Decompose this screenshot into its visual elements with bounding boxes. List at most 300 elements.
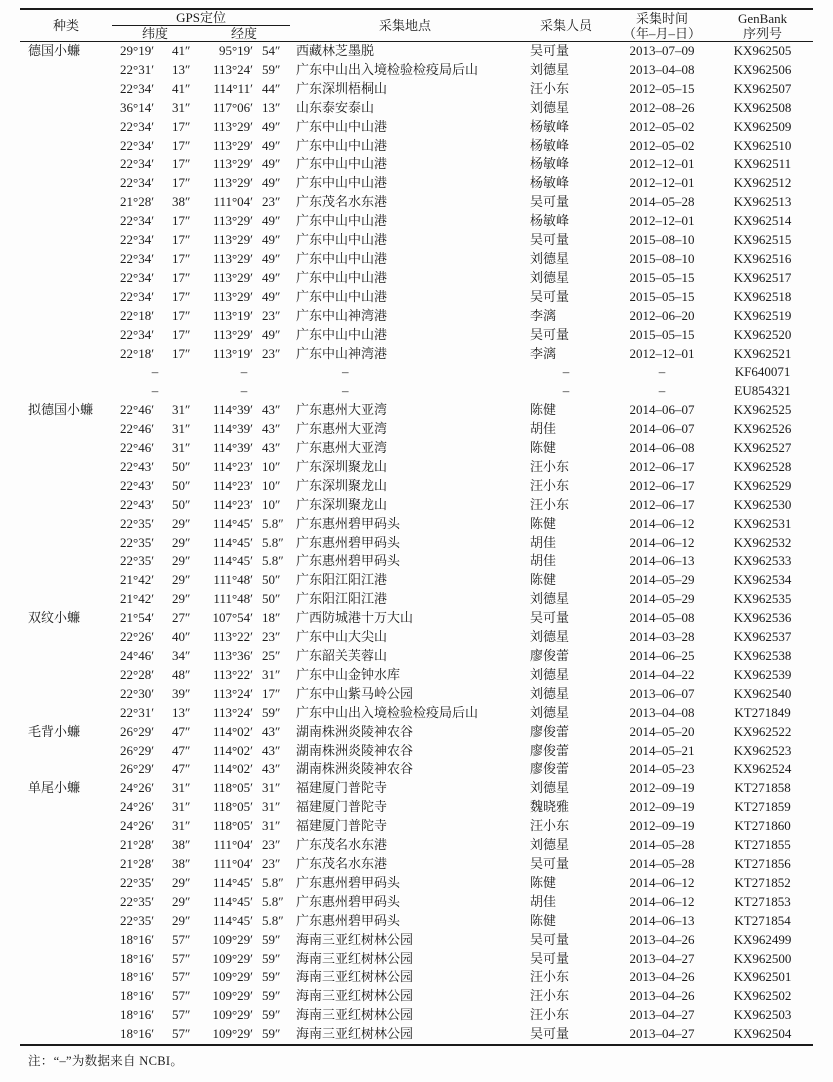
location-cell: 广东深圳聚龙山	[296, 458, 388, 474]
longitude-sec-cell: 23″	[262, 194, 281, 210]
location-cell: 广东中山中山港	[296, 156, 388, 172]
location-cell: 广东惠州大亚湾	[296, 402, 388, 418]
longitude-sec-cell: 50″	[262, 572, 281, 588]
date-cell: 2015–05–15	[629, 269, 695, 285]
longitude-degmin-cell: 113°19′	[212, 345, 253, 361]
latitude-sec-cell: 29″	[172, 553, 191, 569]
latitude-degmin-cell: 22°34′	[120, 269, 155, 285]
latitude-sec-cell: 34″	[172, 648, 191, 663]
longitude-sec-cell: 18″	[262, 610, 281, 626]
latitude-degmin-cell: 22°34′	[120, 118, 155, 134]
species-cell: 毛背小蠊	[28, 723, 81, 739]
date-cell: 2014–06–12	[629, 874, 695, 890]
location-cell: 海南三亚红树林公园	[296, 931, 414, 947]
date-cell: 2013–06–07	[629, 685, 695, 701]
longitude-degmin-cell: 111°04′	[213, 194, 253, 210]
location-cell: 广东韶关芙蓉山	[296, 648, 388, 663]
species-cell	[20, 99, 112, 118]
genbank-cell: KX962536	[733, 610, 792, 626]
latitude-sec-cell: 31″	[172, 818, 191, 834]
table-row	[20, 515, 813, 534]
collector-cell: 刘德星	[530, 666, 570, 682]
latitude-sec-cell: 17″	[172, 250, 191, 266]
species-cell	[20, 912, 112, 931]
genbank-cell: KT271854	[734, 912, 791, 928]
collector-cell: 陈健	[530, 440, 557, 456]
table-row	[20, 496, 813, 515]
genbank-cell: KX962538	[733, 648, 792, 663]
latitude-degmin-cell: 22°35′	[120, 515, 155, 531]
longitude-sec-cell: 5.8″	[262, 553, 284, 569]
collector-cell: 陈健	[530, 572, 557, 588]
collector-cell: 吴可量	[530, 288, 570, 304]
collector-cell: 刘德星	[530, 780, 570, 796]
latitude-degmin-cell: 22°43′	[120, 477, 155, 493]
latitude-sec-cell: 57″	[172, 988, 191, 1004]
latitude-sec-cell: 41″	[172, 43, 191, 58]
longitude-sec-cell: 43″	[262, 421, 281, 437]
latitude-sec-cell: 29″	[172, 515, 191, 531]
date-cell: 2015–05–15	[629, 288, 695, 304]
species-cell	[20, 382, 112, 401]
genbank-cell: KX962539	[733, 666, 792, 682]
longitude-degmin-cell: 114°23′	[212, 458, 253, 474]
genbank-cell: KX962499	[733, 931, 792, 947]
genbank-cell: KF640071	[734, 364, 791, 380]
latitude-sec-cell: 17″	[172, 156, 191, 172]
latitude-degmin-cell: 22°34′	[120, 156, 155, 172]
latitude-degmin-cell: 22°30′	[120, 685, 155, 701]
genbank-cell: KT271856	[734, 855, 791, 871]
collector-cell: 杨敏峰	[530, 118, 570, 134]
latitude-degmin-cell: 22°34′	[120, 175, 155, 191]
genbank-cell: KX962535	[733, 591, 792, 607]
latitude-degmin-cell: 21°42′	[120, 591, 155, 607]
species-cell	[20, 968, 112, 987]
collector-cell: 刘德星	[530, 685, 570, 701]
latitude-sec-cell: 31″	[172, 99, 191, 115]
table-row	[20, 420, 813, 439]
location-cell: 广东中山中山港	[296, 232, 388, 248]
table-row	[20, 817, 813, 836]
species-cell	[20, 666, 112, 685]
genbank-cell: KT271859	[734, 799, 791, 815]
table-row	[20, 288, 813, 307]
species-cell: 单尾小蠊	[28, 780, 81, 796]
genbank-cell: KX962515	[733, 232, 792, 248]
collector-cell: 吴可量	[530, 326, 570, 342]
species-cell	[20, 817, 112, 836]
latitude-sec-cell: 47″	[172, 761, 191, 777]
table-row	[20, 534, 813, 553]
latitude-sec-cell: 39″	[172, 685, 191, 701]
table-row	[20, 609, 813, 628]
latitude-sec-cell: 29″	[172, 534, 191, 550]
latitude-degmin-cell: 22°35′	[120, 874, 155, 890]
longitude-cell: –	[240, 364, 248, 380]
latitude-degmin-cell: 18°16′	[120, 1026, 155, 1042]
date-cell: 2014–06–25	[629, 648, 695, 663]
longitude-sec-cell: 59″	[262, 704, 281, 720]
latitude-sec-cell: 17″	[172, 137, 191, 153]
table-row	[20, 742, 813, 761]
latitude-sec-cell: 40″	[172, 629, 191, 645]
genbank-cell: KX962526	[733, 421, 792, 437]
latitude-sec-cell: 47″	[172, 723, 191, 739]
date-cell: 2012–09–19	[629, 818, 695, 834]
latitude-degmin-cell: 18°16′	[120, 950, 155, 966]
table-row	[20, 363, 813, 382]
date-cell: 2013–04–26	[629, 931, 695, 947]
longitude-degmin-cell: 113°24′	[212, 61, 253, 77]
genbank-cell: KX962519	[733, 307, 792, 323]
collector-cell: 陈健	[530, 874, 557, 890]
longitude-sec-cell: 10″	[262, 496, 281, 512]
longitude-sec-cell: 10″	[262, 477, 281, 493]
longitude-degmin-cell: 111°04′	[213, 855, 253, 871]
collector-cell: 廖俊蕾	[530, 648, 570, 663]
longitude-sec-cell: 50″	[262, 591, 281, 607]
collector-cell: 吴可量	[530, 194, 570, 210]
location-cell: 山东泰安泰山	[296, 99, 375, 115]
latitude-sec-cell: 50″	[172, 477, 191, 493]
col-header-genbank	[712, 9, 813, 42]
col-header-latitude: 纬度	[112, 26, 198, 42]
collector-cell: –	[562, 383, 570, 399]
genbank-cell: KT271860	[734, 818, 791, 834]
header-row-1	[20, 9, 813, 26]
genbank-cell: KX962522	[733, 723, 792, 739]
species-cell	[20, 552, 112, 571]
location-cell: 广东惠州碧甲码头	[296, 912, 401, 928]
collector-cell: 刘德星	[530, 99, 570, 115]
collector-cell: 汪小东	[530, 988, 570, 1004]
longitude-degmin-cell: 114°39′	[212, 402, 253, 418]
collector-cell: 刘德星	[530, 269, 570, 285]
date-cell: 2014–04–22	[629, 666, 695, 682]
genbank-cell: KX962524	[733, 761, 792, 777]
longitude-degmin-cell: 113°29′	[212, 213, 253, 229]
location-cell: 广东惠州碧甲码头	[296, 534, 401, 550]
longitude-degmin-cell: 113°29′	[212, 175, 253, 191]
longitude-sec-cell: 49″	[262, 250, 281, 266]
genbank-cell: KX962514	[733, 213, 792, 229]
table-row	[20, 666, 813, 685]
table-row	[20, 590, 813, 609]
species-cell	[20, 874, 112, 893]
longitude-degmin-cell: 113°29′	[212, 137, 253, 153]
species-cell	[20, 534, 112, 553]
location-cell: 海南三亚红树林公园	[296, 988, 414, 1004]
latitude-cell: –	[151, 364, 159, 380]
latitude-degmin-cell: 22°34′	[120, 213, 155, 229]
longitude-degmin-cell: 114°45′	[212, 515, 253, 531]
location-cell: 广东中山神湾港	[296, 345, 388, 361]
latitude-degmin-cell: 22°34′	[120, 250, 155, 266]
date-cell: 2012–12–01	[629, 175, 695, 191]
longitude-degmin-cell: 109°29′	[212, 950, 253, 966]
latitude-degmin-cell: 18°16′	[120, 969, 155, 985]
location-cell: 广东中山中山港	[296, 250, 388, 266]
longitude-sec-cell: 59″	[262, 969, 281, 985]
location-cell: –	[342, 364, 349, 380]
date-cell: 2012–08–26	[629, 99, 695, 115]
latitude-sec-cell: 38″	[172, 194, 191, 210]
location-cell: 广东中山大尖山	[296, 629, 388, 645]
genbank-cell: KX962532	[733, 534, 792, 550]
collector-cell: 胡佳	[530, 893, 557, 909]
location-cell: 广东茂名水东港	[296, 837, 388, 853]
collector-cell: 刘德星	[530, 591, 570, 607]
col-header-date-line2: （年–月–日）	[623, 25, 702, 41]
latitude-sec-cell: 29″	[172, 591, 191, 607]
longitude-sec-cell: 5.8″	[262, 515, 284, 531]
species-cell	[20, 685, 112, 704]
location-cell: 广东中山金钟水库	[296, 666, 401, 682]
species-cell	[20, 155, 112, 174]
table-row	[20, 874, 813, 893]
specimen-table	[20, 8, 813, 1046]
latitude-sec-cell: 17″	[172, 175, 191, 191]
table-row	[20, 118, 813, 137]
date-cell: 2013–04–27	[629, 1007, 695, 1023]
collector-cell: 吴可量	[530, 855, 570, 871]
location-cell: 广东中山中山港	[296, 213, 388, 229]
location-cell: 广东中山出入境检验检疫局后山	[296, 61, 479, 77]
longitude-degmin-cell: 114°02′	[212, 723, 253, 739]
date-cell: 2012–09–19	[629, 780, 695, 796]
latitude-sec-cell: 38″	[172, 837, 191, 853]
longitude-sec-cell: 17″	[262, 685, 281, 701]
longitude-sec-cell: 23″	[262, 855, 281, 871]
species-cell	[20, 571, 112, 590]
latitude-sec-cell: 17″	[172, 269, 191, 285]
longitude-degmin-cell: 114°23′	[212, 496, 253, 512]
collector-cell: 胡佳	[530, 553, 557, 569]
location-cell: 湖南株洲炎陵神农谷	[296, 723, 414, 739]
longitude-degmin-cell: 109°29′	[212, 1026, 253, 1042]
longitude-degmin-cell: 111°48′	[213, 572, 253, 588]
genbank-cell: KX962501	[733, 969, 792, 985]
date-cell: 2012–06–17	[629, 458, 695, 474]
species-cell	[20, 836, 112, 855]
genbank-cell: KX962530	[733, 496, 792, 512]
table-row	[20, 798, 813, 817]
date-cell: –	[658, 364, 666, 380]
latitude-degmin-cell: 18°16′	[120, 988, 155, 1004]
longitude-degmin-cell: 113°29′	[212, 250, 253, 266]
location-cell: 广东阳江阳江港	[296, 572, 388, 588]
col-header-genbank-line2: 序列号	[743, 25, 783, 41]
date-cell: 2015–08–10	[629, 250, 695, 266]
species-cell	[20, 363, 112, 382]
species-cell	[20, 137, 112, 156]
latitude-degmin-cell: 24°46′	[120, 648, 155, 663]
genbank-cell: KT271858	[734, 780, 791, 796]
location-cell: 广东中山中山港	[296, 137, 388, 153]
genbank-cell: KX962502	[733, 988, 792, 1004]
latitude-sec-cell: 50″	[172, 496, 191, 512]
longitude-sec-cell: 49″	[262, 288, 281, 304]
date-cell: 2014–06–07	[629, 402, 695, 418]
longitude-sec-cell: 31″	[262, 780, 281, 796]
location-cell: 海南三亚红树林公园	[296, 969, 414, 985]
longitude-sec-cell: 43″	[262, 440, 281, 456]
genbank-cell: KX962512	[733, 175, 792, 191]
species-cell: 拟德国小蠊	[28, 402, 94, 418]
latitude-sec-cell: 48″	[172, 666, 191, 682]
latitude-sec-cell: 31″	[172, 421, 191, 437]
longitude-degmin-cell: 113°29′	[212, 156, 253, 172]
date-cell: 2012–06–17	[629, 477, 695, 493]
latitude-degmin-cell: 22°28′	[120, 666, 155, 682]
table-row	[20, 893, 813, 912]
date-cell: 2012–12–01	[629, 156, 695, 172]
latitude-degmin-cell: 22°18′	[120, 345, 155, 361]
longitude-degmin-cell: 117°06′	[212, 99, 253, 115]
table-row	[20, 80, 813, 99]
table-row	[20, 439, 813, 458]
table-row	[20, 931, 813, 950]
location-cell: 广东深圳聚龙山	[296, 496, 388, 512]
longitude-sec-cell: 31″	[262, 666, 281, 682]
location-cell: 海南三亚红树林公园	[296, 1026, 414, 1042]
collector-cell: 吴可量	[530, 610, 570, 626]
longitude-sec-cell: 5.8″	[262, 912, 284, 928]
latitude-sec-cell: 31″	[172, 799, 191, 815]
location-cell: 广东中山紫马岭公园	[296, 685, 414, 701]
table-row	[20, 193, 813, 212]
longitude-sec-cell: 59″	[262, 931, 281, 947]
longitude-sec-cell: 5.8″	[262, 893, 284, 909]
latitude-sec-cell: 31″	[172, 402, 191, 418]
species-cell	[20, 326, 112, 345]
genbank-cell: KX962508	[733, 99, 792, 115]
longitude-sec-cell: 10″	[262, 458, 281, 474]
latitude-degmin-cell: 29°19′	[120, 43, 155, 58]
location-cell: 广东惠州大亚湾	[296, 421, 388, 437]
genbank-cell: KX962527	[733, 440, 792, 456]
latitude-degmin-cell: 26°29′	[120, 742, 155, 758]
longitude-sec-cell: 49″	[262, 269, 281, 285]
latitude-sec-cell: 17″	[172, 326, 191, 342]
date-cell: 2014–06–13	[629, 553, 695, 569]
collector-cell: 魏晓雅	[530, 799, 570, 815]
species-cell	[20, 231, 112, 250]
longitude-sec-cell: 43″	[262, 723, 281, 739]
table-row	[20, 855, 813, 874]
table-row	[20, 647, 813, 666]
longitude-degmin-cell: 113°29′	[212, 232, 253, 248]
collector-cell: 吴可量	[530, 931, 570, 947]
latitude-sec-cell: 57″	[172, 969, 191, 985]
longitude-degmin-cell: 113°19′	[212, 307, 253, 323]
longitude-sec-cell: 23″	[262, 629, 281, 645]
collector-cell: 刘德星	[530, 61, 570, 77]
latitude-degmin-cell: 22°35′	[120, 534, 155, 550]
species-cell	[20, 987, 112, 1006]
latitude-degmin-cell: 22°34′	[120, 326, 155, 342]
species-cell	[20, 80, 112, 99]
species-cell	[20, 250, 112, 269]
longitude-sec-cell: 31″	[262, 799, 281, 815]
collector-cell: 刘德星	[530, 704, 570, 720]
longitude-degmin-cell: 118°05′	[212, 799, 253, 815]
date-cell: 2012–12–01	[629, 345, 695, 361]
table-row	[20, 912, 813, 931]
latitude-sec-cell: 57″	[172, 950, 191, 966]
table-header	[20, 9, 813, 42]
genbank-cell: KX962506	[733, 61, 792, 77]
species-cell: 德国小蠊	[28, 43, 81, 58]
table-row	[20, 250, 813, 269]
location-cell: 广东惠州碧甲码头	[296, 874, 401, 890]
col-header-date-line1: 采集时间	[636, 10, 689, 26]
longitude-degmin-cell: 114°39′	[212, 421, 253, 437]
table-row	[20, 760, 813, 779]
date-cell: 2012–12–01	[629, 213, 695, 229]
species-cell	[20, 628, 112, 647]
genbank-cell: KX962503	[733, 1007, 792, 1023]
table-row	[20, 42, 813, 61]
longitude-sec-cell: 43″	[262, 742, 281, 758]
latitude-degmin-cell: 22°34′	[120, 232, 155, 248]
col-header-gps: GPS定位	[112, 9, 290, 26]
longitude-sec-cell: 49″	[262, 175, 281, 191]
species-cell	[20, 307, 112, 326]
collector-cell: 杨敏峰	[530, 213, 570, 229]
collector-cell: 廖俊蕾	[530, 761, 570, 777]
longitude-degmin-cell: 113°36′	[212, 648, 253, 663]
table-row	[20, 231, 813, 250]
table-row	[20, 345, 813, 364]
location-cell: 广东中山中山港	[296, 175, 388, 191]
latitude-sec-cell: 31″	[172, 780, 191, 796]
table-row	[20, 61, 813, 80]
collector-cell: –	[562, 364, 570, 380]
species-cell	[20, 798, 112, 817]
location-cell: 广东中山中山港	[296, 288, 388, 304]
latitude-degmin-cell: 24°26′	[120, 780, 155, 796]
longitude-sec-cell: 54″	[262, 43, 281, 58]
table-row	[20, 137, 813, 156]
species-cell	[20, 704, 112, 723]
genbank-cell: KX962518	[733, 288, 792, 304]
longitude-degmin-cell: 109°29′	[212, 988, 253, 1004]
latitude-degmin-cell: 22°35′	[120, 553, 155, 569]
species-cell	[20, 515, 112, 534]
location-cell: 广东中山中山港	[296, 118, 388, 134]
species-cell: 双纹小蠊	[28, 610, 81, 626]
longitude-degmin-cell: 113°29′	[212, 288, 253, 304]
latitude-degmin-cell: 22°35′	[120, 893, 155, 909]
genbank-cell: KX962528	[733, 458, 792, 474]
table-body	[20, 42, 813, 1046]
latitude-degmin-cell: 22°46′	[120, 402, 155, 418]
collector-cell: 吴可量	[530, 232, 570, 248]
collector-cell: 廖俊蕾	[530, 723, 570, 739]
longitude-degmin-cell: 113°24′	[212, 704, 253, 720]
latitude-sec-cell: 57″	[172, 1026, 191, 1042]
table-row	[20, 99, 813, 118]
table-row	[20, 571, 813, 590]
genbank-cell: KX962509	[733, 118, 792, 134]
date-cell: 2015–05–15	[629, 326, 695, 342]
table-row	[20, 212, 813, 231]
genbank-cell: KX962521	[733, 345, 792, 361]
date-cell: 2012–05–15	[629, 80, 695, 96]
table-row	[20, 269, 813, 288]
